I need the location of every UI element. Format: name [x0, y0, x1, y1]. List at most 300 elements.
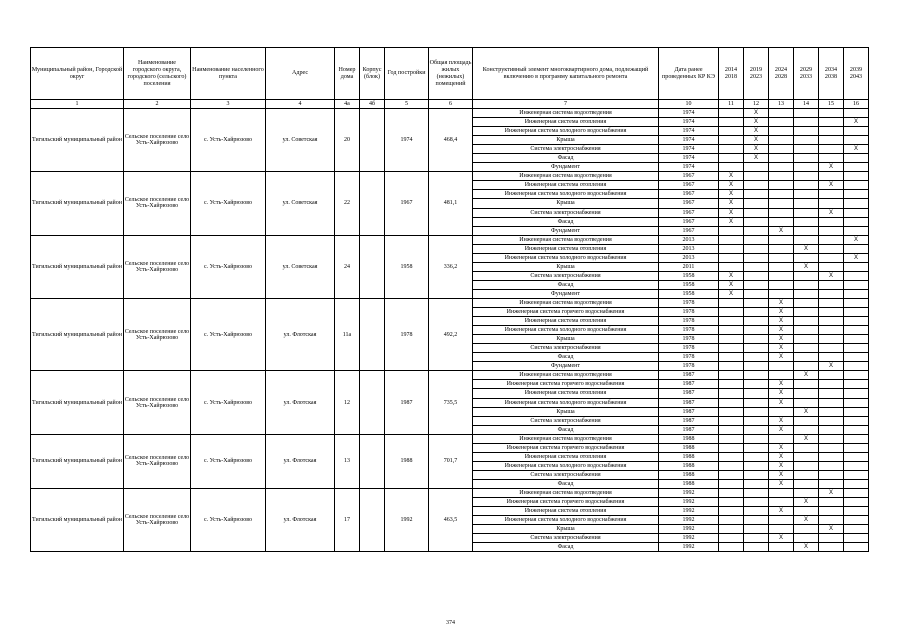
- period-mark-cell: [819, 154, 844, 163]
- element-name-cell: Фасад: [473, 543, 659, 552]
- period-mark-cell: X: [769, 425, 794, 434]
- house-settlement-cell: Сельское поселение село Усть-Хайрюзово: [124, 109, 191, 172]
- previous-repair-date-cell: 1958: [659, 289, 719, 298]
- period-mark-cell: [794, 525, 819, 534]
- period-mark-cell: [744, 371, 769, 380]
- period-mark-cell: [744, 271, 769, 280]
- period-mark-cell: [744, 543, 769, 552]
- element-name-cell: Инженерная система отопления: [473, 507, 659, 516]
- period-mark-cell: [719, 163, 744, 172]
- period-mark-cell: [819, 470, 844, 479]
- period-mark-cell: [819, 425, 844, 434]
- period-mark-cell: [719, 262, 744, 271]
- period-mark-cell: X: [844, 118, 869, 127]
- period-mark-cell: [819, 380, 844, 389]
- period-mark-cell: [769, 543, 794, 552]
- period-mark-cell: [844, 326, 869, 335]
- period-mark-cell: [794, 425, 819, 434]
- previous-repair-date-cell: 1987: [659, 416, 719, 425]
- page-number: 374: [446, 620, 455, 626]
- period-mark-cell: [819, 217, 844, 226]
- period-mark-cell: X: [719, 289, 744, 298]
- house-house-cell: 24: [335, 235, 360, 298]
- period-mark-cell: [819, 407, 844, 416]
- period-mark-cell: [744, 425, 769, 434]
- header-row: [31, 48, 869, 100]
- period-mark-cell: [844, 271, 869, 280]
- period-mark-cell: [819, 461, 844, 470]
- period-mark-cell: [844, 109, 869, 118]
- period-mark-cell: [769, 516, 794, 525]
- period-mark-cell: [719, 235, 744, 244]
- period-mark-cell: [819, 452, 844, 461]
- period-mark-cell: [844, 163, 869, 172]
- period-mark-cell: X: [719, 181, 744, 190]
- house-settlement-cell: Сельское поселение село Усть-Хайрюзово: [124, 488, 191, 551]
- period-mark-cell: [819, 398, 844, 407]
- period-mark-cell: [819, 145, 844, 154]
- element-name-cell: Крыша: [473, 407, 659, 416]
- period-mark-cell: [844, 262, 869, 271]
- period-mark-cell: [844, 190, 869, 199]
- house-block-cell: [360, 488, 385, 551]
- element-name-cell: Инженерная система холодного водоснабжения: [473, 326, 659, 335]
- period-mark-cell: X: [719, 208, 744, 217]
- period-mark-cell: [744, 534, 769, 543]
- period-mark-cell: [719, 479, 744, 488]
- period-mark-cell: [719, 425, 744, 434]
- period-mark-cell: [794, 317, 819, 326]
- period-mark-cell: [719, 389, 744, 398]
- period-mark-cell: [794, 289, 819, 298]
- period-mark-cell: X: [769, 389, 794, 398]
- element-name-cell: Крыша: [473, 199, 659, 208]
- period-mark-cell: X: [744, 145, 769, 154]
- period-mark-cell: X: [844, 235, 869, 244]
- period-mark-cell: [769, 109, 794, 118]
- previous-repair-date-cell: 1958: [659, 271, 719, 280]
- period-mark-cell: [744, 262, 769, 271]
- period-mark-cell: [844, 507, 869, 516]
- period-mark-cell: [794, 389, 819, 398]
- period-mark-cell: X: [719, 172, 744, 181]
- period-mark-cell: X: [769, 326, 794, 335]
- house-locality-cell: с. Усть-Хайрюзово: [191, 109, 266, 172]
- period-mark-cell: [844, 461, 869, 470]
- house-street-cell: ул. Флотская: [266, 434, 335, 488]
- element-name-cell: Фасад: [473, 353, 659, 362]
- period-mark-cell: [819, 534, 844, 543]
- period-mark-cell: [844, 172, 869, 181]
- period-mark-cell: [794, 109, 819, 118]
- element-name-cell: Инженерная система горячего водоснабжения: [473, 443, 659, 452]
- period-mark-cell: [744, 172, 769, 181]
- house-district-cell: Тигильский муниципальный район: [31, 371, 124, 434]
- house-area-cell: 468,4: [429, 109, 473, 172]
- period-mark-cell: [794, 190, 819, 199]
- period-mark-cell: X: [744, 136, 769, 145]
- period-mark-cell: [719, 109, 744, 118]
- period-mark-cell: X: [719, 280, 744, 289]
- table-body: [31, 109, 869, 552]
- period-mark-cell: [769, 488, 794, 497]
- period-mark-cell: [744, 280, 769, 289]
- period-mark-cell: [819, 118, 844, 127]
- element-name-cell: Крыша: [473, 136, 659, 145]
- element-name-cell: Инженерная система холодного водоснабжения: [473, 253, 659, 262]
- period-mark-cell: X: [844, 145, 869, 154]
- period-mark-cell: X: [819, 525, 844, 534]
- period-mark-cell: [819, 127, 844, 136]
- period-mark-cell: X: [794, 434, 819, 443]
- period-mark-cell: [819, 326, 844, 335]
- period-mark-cell: [794, 308, 819, 317]
- period-mark-cell: X: [769, 398, 794, 407]
- period-mark-cell: [844, 308, 869, 317]
- table-row: [31, 434, 869, 443]
- table-row: [31, 109, 869, 118]
- period-mark-cell: [844, 479, 869, 488]
- period-mark-cell: [744, 470, 769, 479]
- period-mark-cell: [744, 452, 769, 461]
- period-mark-cell: [769, 434, 794, 443]
- period-mark-cell: [844, 298, 869, 307]
- previous-repair-date-cell: 1988: [659, 470, 719, 479]
- house-block-cell: [360, 109, 385, 172]
- house-block-cell: [360, 298, 385, 370]
- period-mark-cell: [744, 298, 769, 307]
- period-mark-cell: [844, 217, 869, 226]
- period-mark-cell: [819, 289, 844, 298]
- period-mark-cell: [794, 452, 819, 461]
- table-row: [31, 488, 869, 497]
- header-cell: Корпус (блок): [360, 48, 385, 100]
- column-number: 6: [429, 100, 473, 109]
- element-name-cell: Фасад: [473, 425, 659, 434]
- period-mark-cell: X: [744, 109, 769, 118]
- period-mark-cell: [769, 172, 794, 181]
- element-name-cell: Инженерная система холодного водоснабжения: [473, 127, 659, 136]
- column-number: 11: [719, 100, 744, 109]
- period-mark-cell: [769, 154, 794, 163]
- element-name-cell: Инженерная система отопления: [473, 244, 659, 253]
- house-district-cell: Тигильский муниципальный район: [31, 235, 124, 298]
- house-street-cell: ул. Флотская: [266, 371, 335, 434]
- previous-repair-date-cell: 1988: [659, 479, 719, 488]
- period-mark-cell: [844, 525, 869, 534]
- previous-repair-date-cell: 1987: [659, 425, 719, 434]
- previous-repair-date-cell: 1992: [659, 534, 719, 543]
- element-name-cell: Инженерная система водоотведения: [473, 298, 659, 307]
- period-mark-cell: [719, 470, 744, 479]
- house-area-cell: 481,1: [429, 172, 473, 235]
- period-mark-cell: [819, 280, 844, 289]
- element-name-cell: Инженерная система водоотведения: [473, 488, 659, 497]
- period-mark-cell: [794, 118, 819, 127]
- element-name-cell: Инженерная система горячего водоснабжения: [473, 380, 659, 389]
- previous-repair-date-cell: 1967: [659, 190, 719, 199]
- period-mark-cell: X: [794, 543, 819, 552]
- period-mark-cell: [769, 208, 794, 217]
- period-mark-cell: [719, 145, 744, 154]
- house-year-cell: 1974: [385, 109, 429, 172]
- period-mark-cell: [744, 416, 769, 425]
- header-cell: Конструктивный элемент многоквартирного дома, подлежащий включению в программу капитального ремонта: [473, 48, 659, 100]
- house-block-cell: [360, 172, 385, 235]
- period-mark-cell: [769, 280, 794, 289]
- header-cell: Общая площадь жилых (нежилых) помещений: [429, 48, 473, 100]
- house-settlement-cell: Сельское поселение село Усть-Хайрюзово: [124, 434, 191, 488]
- house-year-cell: 1958: [385, 235, 429, 298]
- period-mark-cell: [719, 335, 744, 344]
- house-street-cell: ул. Флотская: [266, 298, 335, 370]
- period-mark-cell: [844, 516, 869, 525]
- period-mark-cell: [794, 163, 819, 172]
- period-mark-cell: [719, 498, 744, 507]
- table-row: [31, 172, 869, 181]
- house-area-cell: 492,2: [429, 298, 473, 370]
- period-mark-cell: [769, 362, 794, 371]
- previous-repair-date-cell: 1967: [659, 217, 719, 226]
- house-locality-cell: с. Усть-Хайрюзово: [191, 235, 266, 298]
- period-mark-cell: [719, 308, 744, 317]
- period-mark-cell: [744, 461, 769, 470]
- element-name-cell: Крыша: [473, 335, 659, 344]
- period-mark-cell: [719, 543, 744, 552]
- element-name-cell: Инженерная система отопления: [473, 452, 659, 461]
- period-mark-cell: X: [769, 298, 794, 307]
- period-mark-cell: [719, 353, 744, 362]
- previous-repair-date-cell: 1967: [659, 226, 719, 235]
- previous-repair-date-cell: 1967: [659, 208, 719, 217]
- house-locality-cell: с. Усть-Хайрюзово: [191, 488, 266, 551]
- period-mark-cell: [769, 407, 794, 416]
- previous-repair-date-cell: 1992: [659, 516, 719, 525]
- element-name-cell: Инженерная система отопления: [473, 317, 659, 326]
- element-name-cell: Инженерная система водоотведения: [473, 109, 659, 118]
- header-cell: 2019 2023: [744, 48, 769, 100]
- period-mark-cell: [844, 199, 869, 208]
- period-mark-cell: [819, 136, 844, 145]
- element-name-cell: Система электроснабжения: [473, 344, 659, 353]
- header-cell: Дата ранее проведенных КР КЭ: [659, 48, 719, 100]
- house-settlement-cell: Сельское поселение село Усть-Хайрюзово: [124, 235, 191, 298]
- period-mark-cell: [819, 443, 844, 452]
- house-street-cell: ул. Советская: [266, 235, 335, 298]
- previous-repair-date-cell: 1992: [659, 488, 719, 497]
- house-area-cell: 463,5: [429, 488, 473, 551]
- period-mark-cell: [769, 253, 794, 262]
- period-mark-cell: [844, 317, 869, 326]
- period-mark-cell: X: [769, 335, 794, 344]
- previous-repair-date-cell: 1974: [659, 118, 719, 127]
- period-mark-cell: [769, 498, 794, 507]
- period-mark-cell: [744, 244, 769, 253]
- period-mark-cell: X: [794, 371, 819, 380]
- period-mark-cell: [794, 507, 819, 516]
- period-mark-cell: [844, 498, 869, 507]
- period-mark-cell: [769, 118, 794, 127]
- period-mark-cell: [719, 507, 744, 516]
- element-name-cell: Фундамент: [473, 362, 659, 371]
- period-mark-cell: [819, 335, 844, 344]
- period-mark-cell: [844, 470, 869, 479]
- house-year-cell: 1987: [385, 371, 429, 434]
- house-street-cell: ул. Советская: [266, 109, 335, 172]
- period-mark-cell: [719, 317, 744, 326]
- period-mark-cell: [744, 507, 769, 516]
- period-mark-cell: [769, 145, 794, 154]
- period-mark-cell: X: [794, 407, 819, 416]
- column-number: 13: [769, 100, 794, 109]
- period-mark-cell: [769, 127, 794, 136]
- previous-repair-date-cell: 1974: [659, 109, 719, 118]
- element-name-cell: Фасад: [473, 154, 659, 163]
- period-mark-cell: [819, 371, 844, 380]
- period-mark-cell: [794, 461, 819, 470]
- element-name-cell: Инженерная система отопления: [473, 389, 659, 398]
- period-mark-cell: [744, 308, 769, 317]
- period-mark-cell: [794, 479, 819, 488]
- period-mark-cell: [819, 190, 844, 199]
- column-number: 4а: [335, 100, 360, 109]
- period-mark-cell: X: [819, 271, 844, 280]
- period-mark-cell: [794, 280, 819, 289]
- period-mark-cell: [844, 389, 869, 398]
- period-mark-cell: X: [744, 154, 769, 163]
- capital-repair-table: [30, 47, 869, 552]
- previous-repair-date-cell: 1967: [659, 181, 719, 190]
- period-mark-cell: [719, 362, 744, 371]
- period-mark-cell: [844, 181, 869, 190]
- period-mark-cell: [719, 244, 744, 253]
- house-house-cell: 22: [335, 172, 360, 235]
- period-mark-cell: [794, 271, 819, 280]
- period-mark-cell: [844, 371, 869, 380]
- period-mark-cell: [744, 163, 769, 172]
- column-number: 3: [191, 100, 266, 109]
- header-cell: 2039 2043: [844, 48, 869, 100]
- period-mark-cell: [819, 244, 844, 253]
- previous-repair-date-cell: 1978: [659, 362, 719, 371]
- period-mark-cell: [794, 136, 819, 145]
- period-mark-cell: X: [819, 181, 844, 190]
- period-mark-cell: [794, 353, 819, 362]
- previous-repair-date-cell: 1978: [659, 298, 719, 307]
- period-mark-cell: [769, 181, 794, 190]
- period-mark-cell: [844, 380, 869, 389]
- period-mark-cell: [844, 127, 869, 136]
- period-mark-cell: [769, 271, 794, 280]
- period-mark-cell: X: [819, 163, 844, 172]
- period-mark-cell: [744, 217, 769, 226]
- period-mark-cell: [819, 308, 844, 317]
- period-mark-cell: X: [769, 308, 794, 317]
- table-row: [31, 298, 869, 307]
- period-mark-cell: [844, 534, 869, 543]
- period-mark-cell: [719, 525, 744, 534]
- period-mark-cell: [719, 226, 744, 235]
- element-name-cell: Система электроснабжения: [473, 534, 659, 543]
- period-mark-cell: [794, 253, 819, 262]
- period-mark-cell: [819, 353, 844, 362]
- period-mark-cell: [794, 326, 819, 335]
- period-mark-cell: [819, 516, 844, 525]
- house-district-cell: Тигильский муниципальный район: [31, 434, 124, 488]
- period-mark-cell: X: [769, 507, 794, 516]
- period-mark-cell: [819, 172, 844, 181]
- house-area-cell: 735,5: [429, 371, 473, 434]
- period-mark-cell: [719, 154, 744, 163]
- element-name-cell: Система электроснабжения: [473, 208, 659, 217]
- period-mark-cell: [819, 498, 844, 507]
- period-mark-cell: [794, 145, 819, 154]
- period-mark-cell: [719, 253, 744, 262]
- period-mark-cell: [744, 317, 769, 326]
- period-mark-cell: [719, 488, 744, 497]
- column-number: 1: [31, 100, 124, 109]
- period-mark-cell: X: [819, 208, 844, 217]
- previous-repair-date-cell: 1987: [659, 398, 719, 407]
- period-mark-cell: [744, 335, 769, 344]
- house-block-cell: [360, 371, 385, 434]
- element-name-cell: Фундамент: [473, 226, 659, 235]
- previous-repair-date-cell: 1988: [659, 461, 719, 470]
- period-mark-cell: X: [794, 244, 819, 253]
- period-mark-cell: [844, 425, 869, 434]
- previous-repair-date-cell: 1958: [659, 280, 719, 289]
- period-mark-cell: [769, 217, 794, 226]
- period-mark-cell: X: [769, 344, 794, 353]
- previous-repair-date-cell: 2011: [659, 262, 719, 271]
- period-mark-cell: [719, 118, 744, 127]
- column-number: 2: [124, 100, 191, 109]
- period-mark-cell: X: [769, 353, 794, 362]
- element-name-cell: Фундамент: [473, 163, 659, 172]
- period-mark-cell: [769, 199, 794, 208]
- period-mark-cell: [744, 181, 769, 190]
- period-mark-cell: [844, 226, 869, 235]
- element-name-cell: Инженерная система холодного водоснабжения: [473, 516, 659, 525]
- table-row: [31, 235, 869, 244]
- house-block-cell: [360, 434, 385, 488]
- period-mark-cell: [819, 253, 844, 262]
- house-locality-cell: с. Усть-Хайрюзово: [191, 172, 266, 235]
- column-number: 14: [794, 100, 819, 109]
- period-mark-cell: [794, 398, 819, 407]
- previous-repair-date-cell: 1978: [659, 317, 719, 326]
- period-mark-cell: [719, 443, 744, 452]
- period-mark-cell: [819, 235, 844, 244]
- period-mark-cell: [744, 235, 769, 244]
- previous-repair-date-cell: 1987: [659, 389, 719, 398]
- period-mark-cell: [744, 443, 769, 452]
- period-mark-cell: [719, 434, 744, 443]
- period-mark-cell: [844, 416, 869, 425]
- previous-repair-date-cell: 1974: [659, 127, 719, 136]
- element-name-cell: Фасад: [473, 479, 659, 488]
- house-year-cell: 1967: [385, 172, 429, 235]
- period-mark-cell: [819, 434, 844, 443]
- period-mark-cell: X: [769, 452, 794, 461]
- period-mark-cell: [844, 280, 869, 289]
- period-mark-cell: X: [744, 127, 769, 136]
- period-mark-cell: [744, 190, 769, 199]
- house-district-cell: Тигильский муниципальный район: [31, 488, 124, 551]
- period-mark-cell: [744, 434, 769, 443]
- period-mark-cell: [719, 136, 744, 145]
- previous-repair-date-cell: 1974: [659, 163, 719, 172]
